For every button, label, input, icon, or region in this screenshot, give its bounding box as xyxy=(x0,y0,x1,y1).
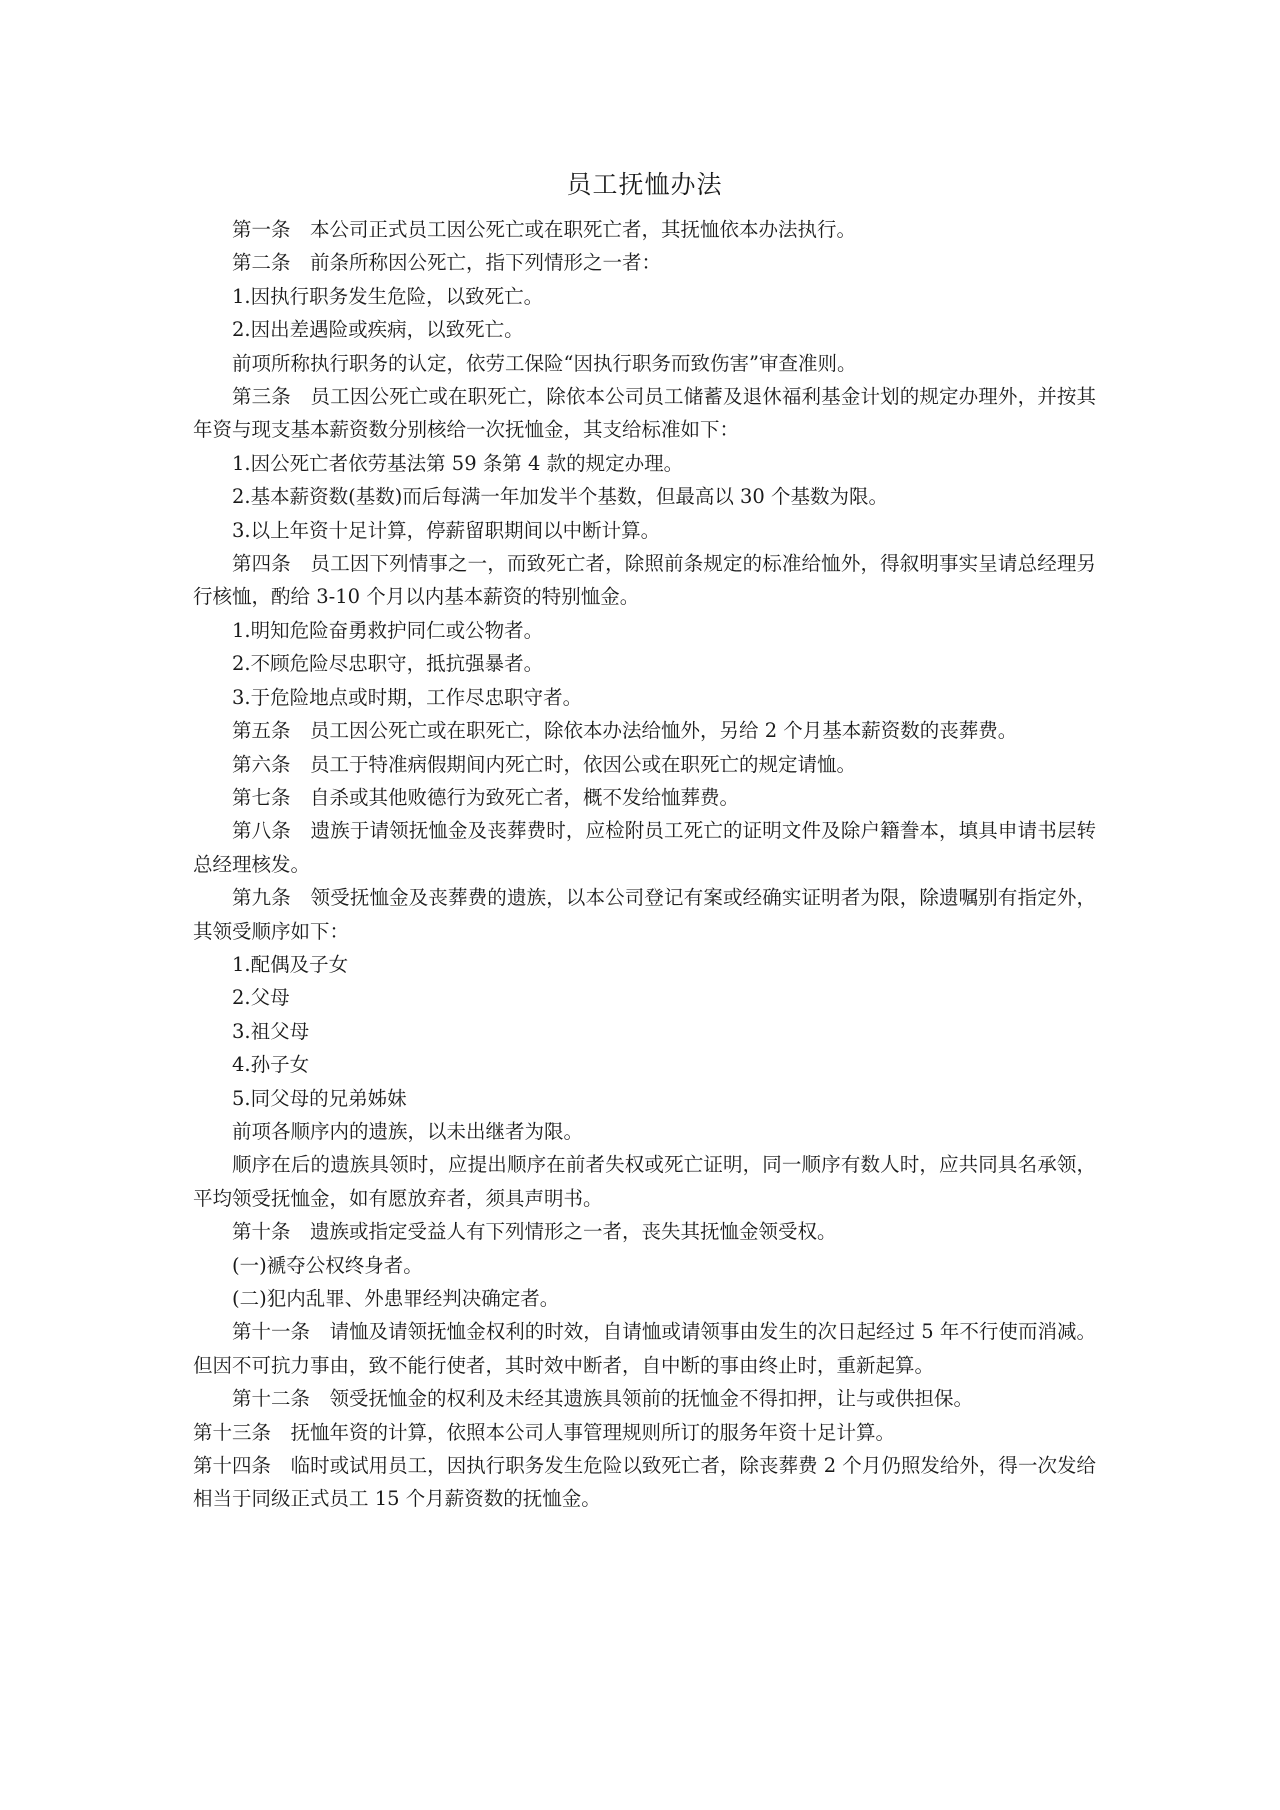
document-paragraph: 前项各顺序内的遗族，以未出继者为限。 xyxy=(232,1119,584,1143)
document-paragraph: 第三条 员工因公死亡或在职死亡，除依本公司员工储蓄及退休福利基金计划的规定办理外，并按其年资与现支基本薪资数分别核给一次抚恤金，其支给标准如下： xyxy=(193,385,1096,442)
document-paragraph: 第八条 遗族于请领抚恤金及丧葬费时，应检附员工死亡的证明文件及除户籍誊本，填具申请书层转总经理核发。 xyxy=(193,819,1096,876)
document-paragraph: 2.因出差遇险或疾病，以致死亡。 xyxy=(232,318,524,342)
document-paragraph: 第四条 员工因下列情事之一，而致死亡者，除照前条规定的标准给恤外，得叙明事实呈请总经理另行核恤，酌给 3-10 个月以内基本薪资的特别恤金。 xyxy=(193,552,1096,609)
document-paragraph: 2.基本薪资数(基数)而后每满一年加发半个基数，但最高以 30 个基数为限。 xyxy=(232,485,889,509)
document-paragraph: 第十三条 抚恤年资的计算，依照本公司人事管理规则所订的服务年资十足计算。 xyxy=(193,1420,896,1444)
document-paragraph: 第十条 遗族或指定受益人有下列情形之一者，丧失其抚恤金领受权。 xyxy=(232,1220,837,1244)
document-paragraph: (二)犯内乱罪、外患罪经判决确定者。 xyxy=(232,1287,560,1310)
document-paragraph: (一)褫夺公权终身者。 xyxy=(232,1253,423,1277)
document-paragraph: 顺序在后的遗族具领时，应提出顺序在前者失权或死亡证明，同一顺序有数人时，应共同具名承领，平均领受抚恤金，如有愿放弃者，须具声明书。 xyxy=(193,1153,1096,1210)
document-paragraph: 第一条 本公司正式员工因公死亡或在职死亡者，其抚恤依本办法执行。 xyxy=(232,218,857,241)
document-paragraph: 第二条 前条所称因公死亡，指下列情形之一者： xyxy=(232,251,662,275)
document-paragraph: 1.因执行职务发生危险，以致死亡。 xyxy=(232,284,544,308)
document-paragraph: 第五条 员工因公死亡或在职死亡，除依本办法给恤外，另给 2 个月基本薪资数的丧葬费。 xyxy=(232,719,1018,743)
document-paragraph: 5.同父母的兄弟姊妹 xyxy=(232,1086,407,1110)
document-paragraph: 1.配偶及子女 xyxy=(232,952,349,976)
document-page xyxy=(193,165,1096,1516)
document-paragraph: 1.因公死亡者依劳基法第 59 条第 4 款的规定办理。 xyxy=(232,451,684,475)
document-paragraph: 2.不顾危险尽忠职守，抵抗强暴者。 xyxy=(232,652,544,676)
document-paragraph: 第九条 领受抚恤金及丧葬费的遗族，以本公司登记有案或经确实证明者为限，除遗嘱别有指定外，其领受顺序如下： xyxy=(193,886,1096,943)
document-paragraph: 第十二条 领受抚恤金的权利及未经其遗族具领前的抚恤金不得扣押，让与或供担保。 xyxy=(232,1387,974,1411)
document-body xyxy=(193,213,1096,1516)
document-paragraph: 3.祖父母 xyxy=(232,1019,310,1043)
document-paragraph: 3.于危险地点或时期，工作尽忠职守者。 xyxy=(232,685,583,709)
document-paragraph: 前项所称执行职务的认定，依劳工保险“因执行职务而致伤害”审查准则。 xyxy=(232,351,857,375)
document-title: 员工抚恤办法 xyxy=(566,170,723,199)
document-paragraph: 第十一条 请恤及请领抚恤金权利的时效，自请恤或请领事由发生的次日起经过 5 年不行使而消减。但因不可抗力事由，致不能行使者，其时效中断者，自中断的事由终止时，重新起算。 xyxy=(193,1320,1096,1377)
document-paragraph: 第七条 自杀或其他败德行为致死亡者，概不发给恤葬费。 xyxy=(232,785,740,809)
document-paragraph: 4.孙子女 xyxy=(232,1053,310,1077)
document-paragraph: 第六条 员工于特准病假期间内死亡时，依因公或在职死亡的规定请恤。 xyxy=(232,752,857,776)
document-paragraph: 3.以上年资十足计算，停薪留职期间以中断计算。 xyxy=(232,518,661,542)
document-paragraph: 第十四条 临时或试用员工，因执行职务发生危险以致死亡者，除丧葬费 2 个月仍照发给外，得一次发给相当于同级正式员工 15 个月薪资数的抚恤金。 xyxy=(193,1454,1096,1511)
document-paragraph: 1.明知危险奋勇救护同仁或公物者。 xyxy=(232,618,544,642)
document-paragraph: 2.父母 xyxy=(232,986,290,1010)
